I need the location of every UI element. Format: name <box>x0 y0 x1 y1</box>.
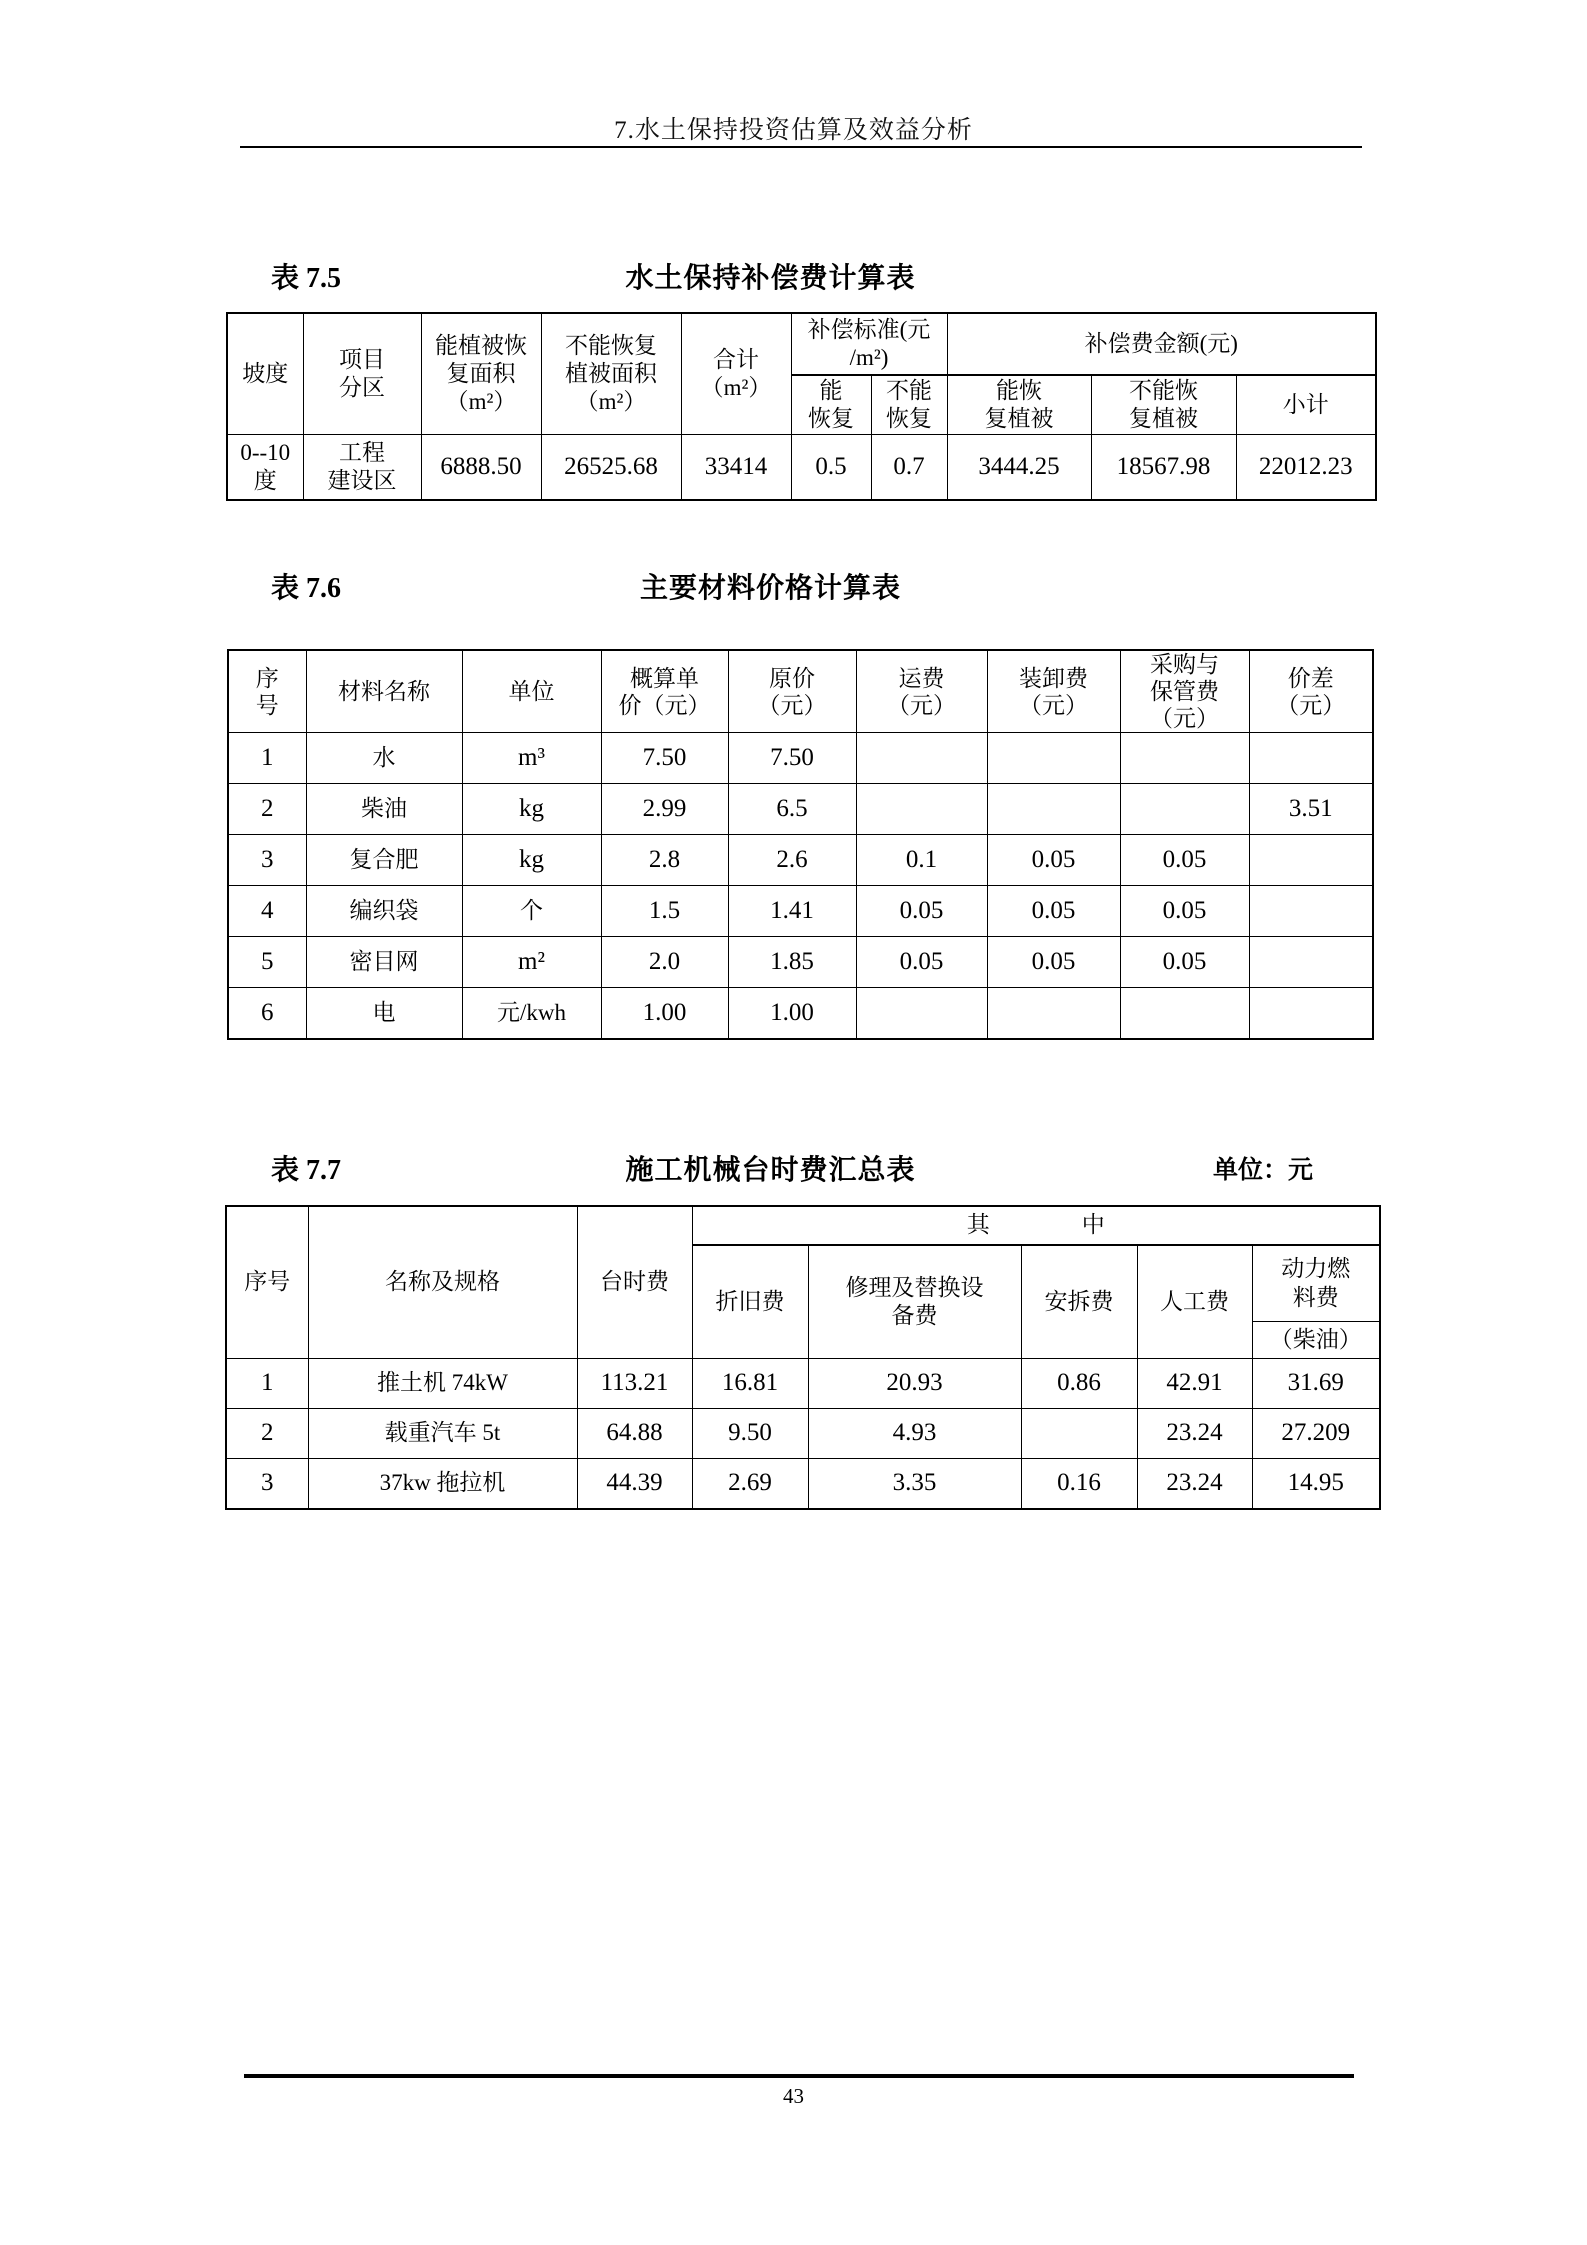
table-row <box>226 1206 1380 1245</box>
data-cell: 0.5 <box>791 435 871 501</box>
data-cell: kg <box>462 784 601 835</box>
data-cell: 7.50 <box>601 733 728 784</box>
header-cell: 单位 <box>462 650 601 733</box>
header-cell: 不能恢复 植被面积 （m²） <box>541 313 681 435</box>
data-cell <box>987 784 1120 835</box>
data-cell: 0.05 <box>987 937 1120 988</box>
data-cell <box>1249 937 1373 988</box>
data-cell: 2 <box>228 784 306 835</box>
caption-title-7-5: 水土保持补偿费计算表 <box>625 263 916 294</box>
caption-table-7-5 <box>226 256 1375 296</box>
data-cell: 113.21 <box>577 1359 692 1409</box>
header-cell: 不能 恢复 <box>871 375 947 435</box>
table-7-5-compensation-fee <box>226 312 1377 501</box>
data-cell: 个 <box>462 886 601 937</box>
header-cell: 原价 （元） <box>728 650 856 733</box>
table-7-6-material-prices <box>227 649 1374 1040</box>
data-cell: 0.16 <box>1021 1459 1137 1510</box>
data-cell: 4.93 <box>808 1409 1021 1459</box>
header-cell: 修理及替换设 备费 <box>808 1245 1021 1359</box>
data-cell: m² <box>462 937 601 988</box>
header-cell: 名称及规格 <box>308 1206 577 1359</box>
data-cell: 载重汽车 5t <box>308 1409 577 1459</box>
data-cell: 3 <box>228 835 306 886</box>
data-cell: 33414 <box>681 435 791 501</box>
data-cell: 2.6 <box>728 835 856 886</box>
caption-title-7-6: 主要材料价格计算表 <box>639 573 902 604</box>
data-cell: 0--10 度 <box>227 435 303 501</box>
data-cell: 14.95 <box>1252 1459 1380 1510</box>
data-cell: 1.85 <box>728 937 856 988</box>
footer-rule <box>244 2074 1354 2078</box>
data-cell: 1 <box>228 733 306 784</box>
table-row <box>228 937 1373 988</box>
table-row <box>226 1409 1380 1459</box>
header-cell: 序号 <box>226 1206 308 1359</box>
data-cell <box>1021 1409 1137 1459</box>
page-number: 43 <box>783 2084 804 2108</box>
header-cell: 小计 <box>1236 375 1376 435</box>
data-cell <box>856 733 987 784</box>
data-cell: 0.05 <box>856 937 987 988</box>
data-cell: 23.24 <box>1137 1409 1252 1459</box>
data-cell <box>1249 988 1373 1040</box>
data-cell: 18567.98 <box>1091 435 1236 501</box>
data-cell: 42.91 <box>1137 1359 1252 1409</box>
table-row <box>226 1359 1380 1409</box>
data-cell: 1.00 <box>601 988 728 1040</box>
data-cell: 1.41 <box>728 886 856 937</box>
data-cell: 44.39 <box>577 1459 692 1510</box>
header-cell: 坡度 <box>227 313 303 435</box>
header-cell: 能恢 复植被 <box>947 375 1091 435</box>
data-cell: 31.69 <box>1252 1359 1380 1409</box>
table-row <box>228 988 1373 1040</box>
data-cell: 编织袋 <box>306 886 462 937</box>
header-cell: 人工费 <box>1137 1245 1252 1359</box>
data-cell: 0.05 <box>1120 835 1249 886</box>
data-cell: 1.5 <box>601 886 728 937</box>
data-cell: 工程 建设区 <box>303 435 421 501</box>
data-cell: 1 <box>226 1359 308 1409</box>
header-cell: （柴油） <box>1252 1322 1380 1359</box>
data-cell <box>856 784 987 835</box>
data-cell: 6888.50 <box>421 435 541 501</box>
header-cell: 材料名称 <box>306 650 462 733</box>
data-cell <box>1249 733 1373 784</box>
data-cell: kg <box>462 835 601 886</box>
header-cell: 其 中 <box>692 1206 1380 1245</box>
caption-title-7-7: 施工机械台时费汇总表 <box>625 1155 916 1186</box>
data-cell: 3.35 <box>808 1459 1021 1510</box>
table-row <box>228 835 1373 886</box>
data-cell: 1.00 <box>728 988 856 1040</box>
table-row <box>228 650 1373 733</box>
data-cell: 22012.23 <box>1236 435 1376 501</box>
data-cell: 0.05 <box>1120 886 1249 937</box>
data-cell: 复合肥 <box>306 835 462 886</box>
table-row <box>227 435 1376 501</box>
data-cell: 推土机 74kW <box>308 1359 577 1409</box>
data-cell: 26525.68 <box>541 435 681 501</box>
page-header-title: 7.水土保持投资估算及效益分析 <box>614 117 973 144</box>
data-cell: 2.0 <box>601 937 728 988</box>
header-cell: 补偿费金额(元) <box>947 313 1376 375</box>
header-cell: 能 恢复 <box>791 375 871 435</box>
data-cell: 5 <box>228 937 306 988</box>
caption-label-7-5: 表 7.5 <box>271 263 342 294</box>
data-cell: 元/kwh <box>462 988 601 1040</box>
data-cell: 16.81 <box>692 1359 808 1409</box>
data-cell: 2.99 <box>601 784 728 835</box>
data-cell: 4 <box>228 886 306 937</box>
caption-label-7-6: 表 7.6 <box>271 573 342 604</box>
data-cell <box>987 988 1120 1040</box>
data-cell <box>1249 835 1373 886</box>
header-cell: 动力燃 料费 <box>1252 1245 1380 1322</box>
page-header-rule <box>240 146 1362 148</box>
data-cell: 27.209 <box>1252 1409 1380 1459</box>
table-row <box>227 313 1376 375</box>
data-cell: 7.50 <box>728 733 856 784</box>
data-cell: 9.50 <box>692 1409 808 1459</box>
header-cell: 运费 （元） <box>856 650 987 733</box>
caption-unit-7-7: 单位：元 <box>1212 1157 1313 1184</box>
data-cell <box>987 733 1120 784</box>
header-cell: 采购与 保管费 （元） <box>1120 650 1249 733</box>
data-cell: 3444.25 <box>947 435 1091 501</box>
data-cell: 0.1 <box>856 835 987 886</box>
data-cell: 密目网 <box>306 937 462 988</box>
data-cell: 0.86 <box>1021 1359 1137 1409</box>
table-row <box>226 1459 1380 1510</box>
data-cell <box>856 988 987 1040</box>
data-cell: 2.8 <box>601 835 728 886</box>
header-cell: 能植被恢 复面积 （m²） <box>421 313 541 435</box>
data-cell: 3.51 <box>1249 784 1373 835</box>
caption-label-7-7: 表 7.7 <box>271 1155 342 1186</box>
data-cell: 2 <box>226 1409 308 1459</box>
data-cell: 20.93 <box>808 1359 1021 1409</box>
data-cell: 0.05 <box>987 886 1120 937</box>
data-cell: 0.05 <box>987 835 1120 886</box>
data-cell <box>1120 733 1249 784</box>
header-cell: 装卸费 （元） <box>987 650 1120 733</box>
caption-table-7-7 <box>226 1148 1375 1188</box>
header-cell: 安拆费 <box>1021 1245 1137 1359</box>
data-cell: 2.69 <box>692 1459 808 1510</box>
data-cell: 0.7 <box>871 435 947 501</box>
header-cell: 不能恢 复植被 <box>1091 375 1236 435</box>
header-cell: 折旧费 <box>692 1245 808 1359</box>
data-cell: 6.5 <box>728 784 856 835</box>
header-cell: 补偿标准(元 /m²) <box>791 313 947 375</box>
data-cell: 64.88 <box>577 1409 692 1459</box>
data-cell: 0.05 <box>856 886 987 937</box>
header-cell: 序 号 <box>228 650 306 733</box>
data-cell <box>1120 784 1249 835</box>
data-cell: 6 <box>228 988 306 1040</box>
data-cell: 37kw 拖拉机 <box>308 1459 577 1510</box>
header-cell: 台时费 <box>577 1206 692 1359</box>
data-cell: 0.05 <box>1120 937 1249 988</box>
data-cell <box>1120 988 1249 1040</box>
data-cell: m³ <box>462 733 601 784</box>
table-row <box>228 784 1373 835</box>
caption-table-7-6 <box>226 566 1375 606</box>
data-cell: 3 <box>226 1459 308 1510</box>
data-cell: 电 <box>306 988 462 1040</box>
header-cell: 概算单 价（元） <box>601 650 728 733</box>
data-cell <box>1249 886 1373 937</box>
table-row <box>228 733 1373 784</box>
data-cell: 柴油 <box>306 784 462 835</box>
header-cell: 价差 （元） <box>1249 650 1373 733</box>
table-7-7-machine-hourly-fees <box>225 1205 1381 1510</box>
table-row <box>228 886 1373 937</box>
header-cell: 项目 分区 <box>303 313 421 435</box>
header-cell: 合计 （m²） <box>681 313 791 435</box>
data-cell: 23.24 <box>1137 1459 1252 1510</box>
data-cell: 水 <box>306 733 462 784</box>
